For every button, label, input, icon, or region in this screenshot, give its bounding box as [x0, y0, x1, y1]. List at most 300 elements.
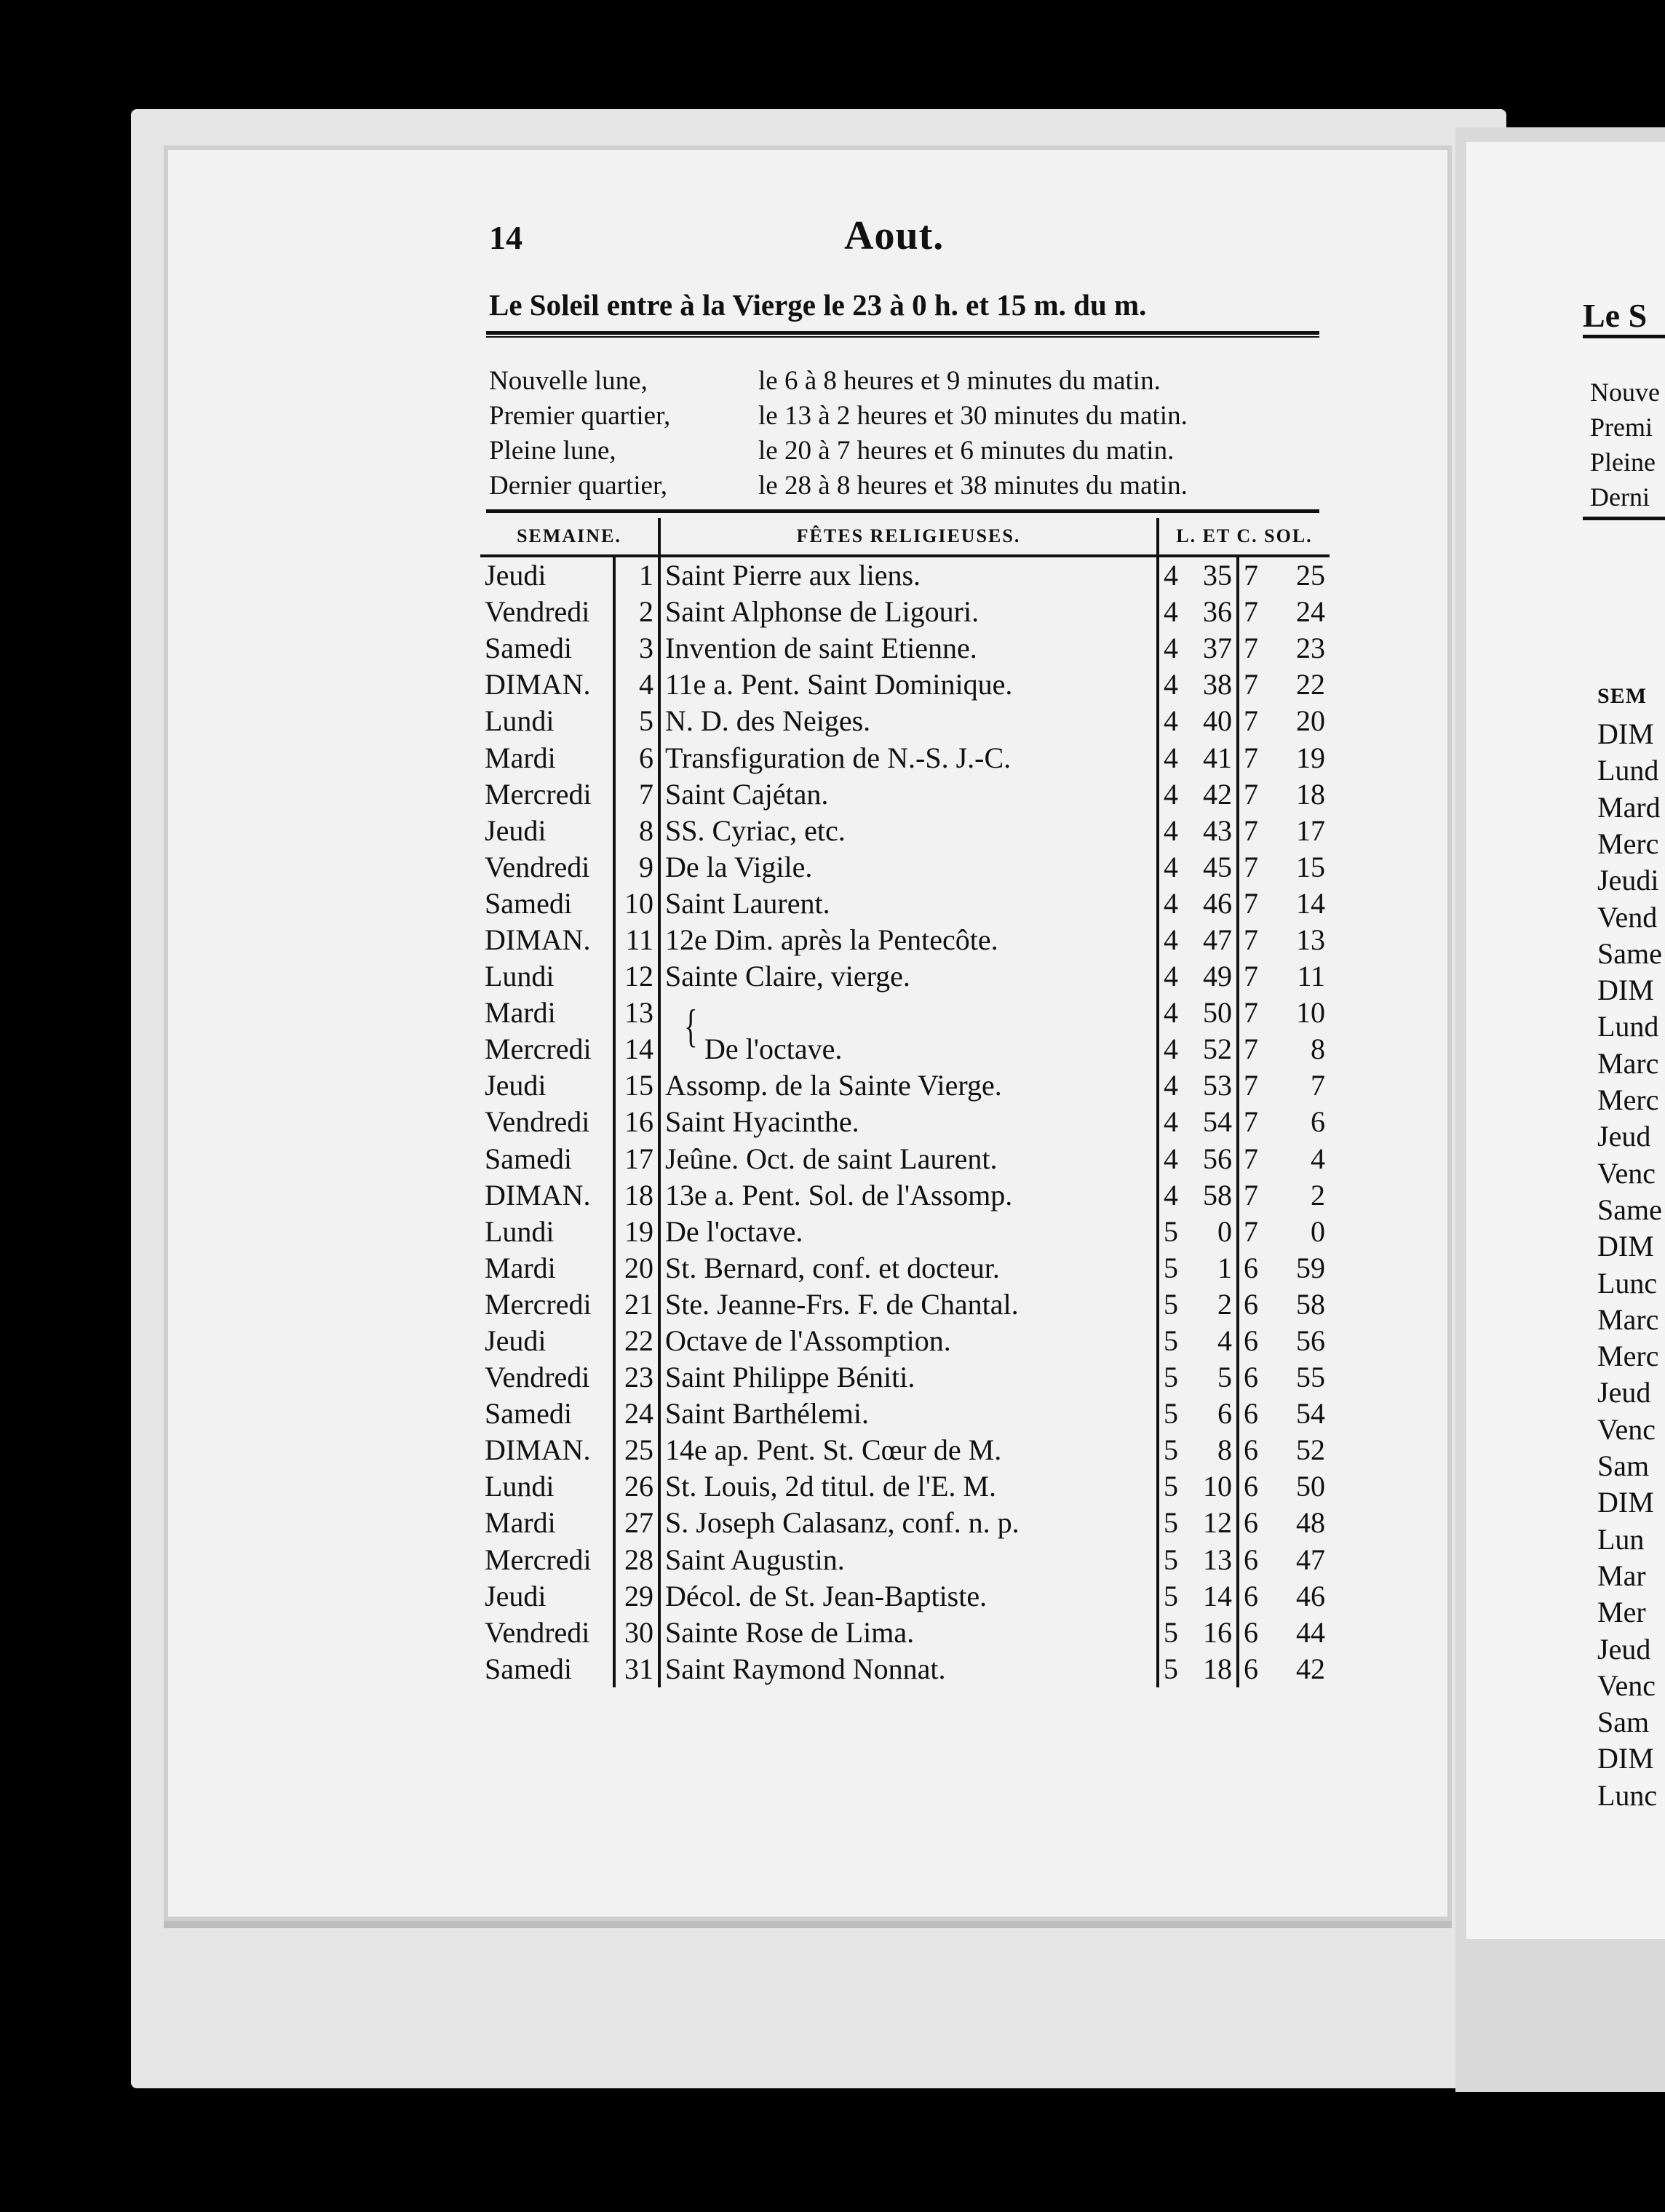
date-cell: 2	[614, 594, 659, 630]
table-row	[480, 886, 1330, 922]
table-row	[480, 1615, 1330, 1651]
sunrise-minute-cell: 38	[1203, 668, 1232, 701]
date-cell: 26	[614, 1468, 659, 1505]
feast-cell: De l'octave.	[665, 1214, 803, 1248]
right-day-label: Sam	[1597, 1449, 1650, 1482]
feast-cell: 11e a. Pent. Saint Dominique.	[665, 668, 1013, 701]
feast-cell: De l'octave.	[704, 1033, 843, 1066]
weekday-cell: DIMAN.	[485, 1178, 591, 1212]
sunrise-hour-cell: 4	[1158, 849, 1194, 886]
rule	[1583, 517, 1665, 520]
sunrise-hour-cell: 4	[1158, 594, 1194, 630]
weekday-cell: Mardi	[485, 1251, 556, 1284]
sunrise-minute-cell: 2	[1217, 1287, 1232, 1321]
sunset-hour-cell: 6	[1238, 1651, 1270, 1687]
weekday-cell: Lundi	[485, 1214, 555, 1248]
weekday-cell: Vendredi	[485, 850, 590, 883]
sunrise-minute-cell: 8	[1217, 1433, 1232, 1467]
date-cell: 24	[614, 1396, 659, 1432]
sunrise-minute-cell: 43	[1203, 813, 1232, 847]
feast-cell: Sainte Claire, vierge.	[665, 960, 910, 993]
table-row	[480, 849, 1330, 886]
date-cell: 4	[614, 667, 659, 703]
sunrise-minute-cell: 1	[1217, 1251, 1232, 1284]
table-row	[480, 630, 1330, 667]
sunrise-hour-cell: 4	[1158, 886, 1194, 922]
table-row	[480, 922, 1330, 958]
feast-cell: S. Joseph Calasanz, conf. n. p.	[665, 1506, 1020, 1540]
table-row	[480, 1141, 1330, 1177]
weekday-cell: Samedi	[485, 632, 572, 665]
page-edge	[164, 1921, 1452, 1928]
sunrise-minute-cell: 37	[1203, 632, 1232, 665]
column-header-lever-coucher: L. ET C. SOL.	[1158, 518, 1330, 556]
feast-cell: 12e Dim. après la Pentecôte.	[665, 923, 998, 956]
date-cell: 29	[614, 1578, 659, 1615]
table-row	[480, 1542, 1330, 1578]
sun-entry-line: Le Soleil entre à la Vierge le 23 à 0 h. et 15 m. du m.	[489, 288, 1147, 322]
sunset-minute-cell: 42	[1296, 1652, 1325, 1685]
weekday-cell: Vendredi	[485, 1615, 590, 1649]
feast-cell: Saint Laurent.	[665, 886, 830, 920]
sunrise-minute-cell: 40	[1203, 704, 1232, 738]
sunset-minute-cell: 23	[1296, 632, 1325, 665]
feast-cell: Assomp. de la Sainte Vierge.	[665, 1069, 1002, 1102]
sunrise-hour-cell: 4	[1158, 1141, 1194, 1177]
sunset-minute-cell: 7	[1311, 1069, 1325, 1102]
sunset-minute-cell: 44	[1296, 1615, 1325, 1649]
sunrise-hour-cell: 4	[1158, 630, 1194, 667]
sunset-hour-cell: 6	[1238, 1468, 1270, 1505]
right-day-label: Jeud	[1597, 1376, 1651, 1409]
sunset-hour-cell: 7	[1238, 739, 1270, 776]
sunset-minute-cell: 55	[1296, 1361, 1325, 1394]
sunset-hour-cell: 7	[1238, 556, 1270, 594]
date-cell: 12	[614, 958, 659, 995]
sunset-minute-cell: 6	[1311, 1105, 1325, 1139]
table-row	[480, 1104, 1330, 1140]
sunrise-minute-cell: 36	[1203, 595, 1232, 629]
right-day-label: Merc	[1597, 1340, 1659, 1373]
weekday-cell: Mercredi	[485, 777, 592, 811]
sunrise-minute-cell: 10	[1203, 1470, 1232, 1503]
moon-phase-row	[489, 469, 1188, 504]
weekday-cell: DIMAN.	[485, 923, 591, 956]
right-semaine-header: SEM	[1597, 684, 1648, 708]
sunset-minute-cell: 14	[1296, 886, 1325, 920]
right-day-label: Same	[1597, 936, 1662, 970]
feast-cell: SS. Cyriac, etc.	[665, 813, 846, 847]
right-day-label: Jeud	[1597, 1120, 1651, 1153]
table-row	[480, 776, 1330, 813]
right-day-label: Lun	[1597, 1522, 1645, 1556]
weekday-cell: Mercredi	[485, 1287, 592, 1321]
sunset-minute-cell: 17	[1296, 813, 1325, 847]
right-day-label: DIM	[1597, 1486, 1654, 1519]
date-cell: 23	[614, 1359, 659, 1396]
sunrise-hour-cell: 5	[1158, 1542, 1194, 1578]
date-cell: 21	[614, 1286, 659, 1323]
weekday-cell: Jeudi	[485, 1579, 547, 1612]
sunset-hour-cell: 6	[1238, 1250, 1270, 1286]
right-day-label: Mar	[1597, 1559, 1646, 1592]
right-day-label: Merc	[1597, 1083, 1659, 1116]
calendar-body	[480, 556, 1330, 1687]
date-cell: 9	[614, 849, 659, 886]
sunset-minute-cell: 10	[1296, 996, 1325, 1030]
feast-cell: Saint Barthélemi.	[665, 1397, 869, 1431]
date-cell: 25	[614, 1432, 659, 1468]
right-day-label: Venc	[1597, 1156, 1656, 1190]
sunset-minute-cell: 15	[1296, 850, 1325, 883]
date-cell: 6	[614, 739, 659, 776]
feast-cell: Décol. de St. Jean-Baptiste.	[665, 1579, 988, 1612]
feast-cell: St. Louis, 2d titul. de l'E. M.	[665, 1470, 996, 1503]
sunrise-minute-cell: 47	[1203, 923, 1232, 956]
sunrise-hour-cell: 4	[1158, 703, 1194, 739]
table-row	[480, 1214, 1330, 1250]
right-moon-label: Nouve	[1590, 378, 1660, 407]
sunrise-minute-cell: 52	[1203, 1033, 1232, 1066]
sunset-hour-cell: 7	[1238, 958, 1270, 995]
sunset-hour-cell: 7	[1238, 703, 1270, 739]
feast-cell: N. D. des Neiges.	[665, 704, 871, 738]
weekday-cell: Samedi	[485, 886, 572, 920]
sunrise-hour-cell: 5	[1158, 1323, 1194, 1359]
table-row	[480, 1505, 1330, 1541]
sunset-hour-cell: 7	[1238, 1177, 1270, 1214]
sunrise-hour-cell: 5	[1158, 1432, 1194, 1468]
feast-cell: Jeûne. Oct. de saint Laurent.	[665, 1142, 998, 1175]
sunset-minute-cell: 50	[1296, 1470, 1325, 1503]
table-row	[480, 1651, 1330, 1687]
sunrise-hour-cell: 4	[1158, 958, 1194, 995]
date-cell: 13	[614, 995, 659, 1031]
sunset-hour-cell: 7	[1238, 667, 1270, 703]
date-cell: 11	[614, 922, 659, 958]
right-day-label: Marc	[1597, 1302, 1659, 1336]
sunset-hour-cell: 7	[1238, 849, 1270, 886]
table-row	[480, 1323, 1330, 1359]
weekday-cell: Jeudi	[485, 1324, 547, 1358]
sunrise-hour-cell: 4	[1158, 1031, 1194, 1067]
table-row	[480, 813, 1330, 849]
sunset-hour-cell: 6	[1238, 1323, 1270, 1359]
sunset-hour-cell: 7	[1238, 594, 1270, 630]
sunset-hour-cell: 7	[1238, 1141, 1270, 1177]
sunset-hour-cell: 7	[1238, 813, 1270, 849]
feast-cell: 14e ap. Pent. St. Cœur de M.	[665, 1433, 1002, 1467]
sunrise-hour-cell: 5	[1158, 1651, 1194, 1687]
right-day-label: DIM	[1597, 1742, 1654, 1775]
right-day-label: DIM	[1597, 1230, 1654, 1263]
feast-cell: Saint Philippe Béniti.	[665, 1361, 915, 1394]
sunset-hour-cell: 6	[1238, 1505, 1270, 1541]
calendar-table	[480, 518, 1330, 1687]
right-day-label: Lund	[1597, 754, 1659, 787]
sunrise-hour-cell: 4	[1158, 739, 1194, 776]
feast-cell: St. Bernard, conf. et docteur.	[665, 1251, 1000, 1284]
sunset-minute-cell: 52	[1296, 1433, 1325, 1467]
right-day-label: Vend	[1597, 900, 1658, 934]
sunset-minute-cell: 13	[1296, 923, 1325, 956]
weekday-cell: Mardi	[485, 741, 556, 774]
weekday-cell: Mardi	[485, 996, 556, 1030]
sunrise-minute-cell: 0	[1217, 1214, 1232, 1248]
table-row	[480, 1359, 1330, 1396]
sunset-minute-cell: 58	[1296, 1287, 1325, 1321]
sunset-hour-cell: 6	[1238, 1542, 1270, 1578]
right-day-label: DIM	[1597, 974, 1654, 1007]
right-day-label: Marc	[1597, 1046, 1659, 1080]
date-cell: 3	[614, 630, 659, 667]
feast-cell: Transfiguration de N.-S. J.-C.	[665, 741, 1012, 774]
sunrise-hour-cell: 4	[1158, 1104, 1194, 1140]
moon-phase-row	[489, 399, 1188, 434]
sunset-hour-cell: 6	[1238, 1396, 1270, 1432]
sunrise-hour-cell: 4	[1158, 1067, 1194, 1104]
weekday-cell: DIMAN.	[485, 668, 591, 701]
sunset-minute-cell: 0	[1311, 1214, 1325, 1248]
rule	[486, 509, 1319, 513]
sunset-hour-cell: 7	[1238, 630, 1270, 667]
feast-cell: 13e a. Pent. Sol. de l'Assomp.	[665, 1178, 1013, 1212]
right-day-label: Lunc	[1597, 1778, 1658, 1812]
sunset-hour-cell: 7	[1238, 1067, 1270, 1104]
weekday-cell: Lundi	[485, 1470, 555, 1503]
date-cell: 28	[614, 1542, 659, 1578]
sunrise-hour-cell: 4	[1158, 556, 1194, 594]
table-row	[480, 1177, 1330, 1214]
date-cell: 31	[614, 1651, 659, 1687]
table-row	[480, 1432, 1330, 1468]
weekday-cell: Mercredi	[485, 1543, 592, 1576]
sunrise-minute-cell: 5	[1217, 1361, 1232, 1394]
date-cell: 1	[614, 556, 659, 594]
sunrise-hour-cell: 5	[1158, 1214, 1194, 1250]
date-cell: 19	[614, 1214, 659, 1250]
sunset-minute-cell: 22	[1296, 668, 1325, 701]
right-day-label: Mard	[1597, 790, 1661, 824]
sunrise-minute-cell: 4	[1217, 1324, 1232, 1358]
sunset-minute-cell: 56	[1296, 1324, 1325, 1358]
weekday-cell: Jeudi	[485, 1069, 547, 1102]
sunrise-minute-cell: 50	[1203, 996, 1232, 1030]
feast-cell: Saint Hyacinthe.	[665, 1105, 859, 1139]
sunrise-minute-cell: 54	[1203, 1105, 1232, 1139]
right-day-label: Venc	[1597, 1668, 1656, 1702]
table-row	[480, 1067, 1330, 1104]
date-cell: 16	[614, 1104, 659, 1140]
date-cell: 27	[614, 1505, 659, 1541]
right-day-label: Mer	[1597, 1596, 1646, 1629]
right-day-label: Same	[1597, 1193, 1662, 1226]
sunrise-minute-cell: 58	[1203, 1178, 1232, 1212]
sunset-minute-cell: 25	[1296, 559, 1325, 592]
sunset-minute-cell: 20	[1296, 704, 1325, 738]
weekday-cell: Jeudi	[485, 813, 547, 847]
feast-cell: Sainte Rose de Lima.	[665, 1615, 915, 1649]
right-day-label: Lunc	[1597, 1266, 1658, 1300]
sunrise-hour-cell: 5	[1158, 1396, 1194, 1432]
date-cell: 8	[614, 813, 659, 849]
sunrise-hour-cell: 5	[1158, 1468, 1194, 1505]
moon-phase-text: le 20 à 7 heures et 6 minutes du matin.	[758, 436, 1175, 466]
date-cell: 17	[614, 1141, 659, 1177]
right-day-label: DIM	[1597, 717, 1654, 750]
feast-cell: Saint Cajétan.	[665, 777, 829, 811]
sunrise-minute-cell: 45	[1203, 850, 1232, 883]
table-row	[480, 556, 1330, 594]
right-day-label: Venc	[1597, 1412, 1656, 1446]
rule	[1583, 335, 1665, 338]
feast-cell: Octave de l'Assomption.	[665, 1324, 951, 1358]
sunrise-minute-cell: 41	[1203, 741, 1232, 774]
feast-cell: Saint Augustin.	[665, 1543, 845, 1576]
table-row	[480, 1468, 1330, 1505]
sunrise-hour-cell: 4	[1158, 776, 1194, 813]
sunset-minute-cell: 2	[1311, 1178, 1325, 1212]
weekday-cell: Jeudi	[485, 559, 547, 592]
weekday-cell: DIMAN.	[485, 1433, 591, 1467]
sunset-minute-cell: 4	[1311, 1142, 1325, 1175]
sunrise-hour-cell: 5	[1158, 1250, 1194, 1286]
moon-phase-label: Nouvelle lune,	[489, 366, 648, 396]
sunset-hour-cell: 7	[1238, 922, 1270, 958]
date-cell: 10	[614, 886, 659, 922]
weekday-cell: Vendredi	[485, 595, 590, 629]
moon-phases	[489, 364, 1188, 504]
sunrise-minute-cell: 12	[1203, 1506, 1232, 1540]
table-row	[480, 958, 1330, 995]
sunrise-hour-cell: 5	[1158, 1359, 1194, 1396]
sunset-minute-cell: 24	[1296, 595, 1325, 629]
feast-cell: Saint Pierre aux liens.	[665, 559, 921, 592]
date-cell: 14	[614, 1031, 659, 1067]
weekday-cell: Lundi	[485, 960, 555, 993]
sunset-minute-cell: 47	[1296, 1543, 1325, 1576]
sunset-hour-cell: 6	[1238, 1432, 1270, 1468]
right-day-label: Jeudi	[1597, 864, 1659, 897]
feast-cell: Ste. Jeanne-Frs. F. de Chantal.	[665, 1287, 1019, 1321]
right-day-label: Jeud	[1597, 1632, 1651, 1666]
sunset-minute-cell: 18	[1296, 777, 1325, 811]
sunrise-hour-cell: 5	[1158, 1286, 1194, 1323]
moon-phase-text: le 6 à 8 heures et 9 minutes du matin.	[758, 366, 1161, 396]
moon-phase-label: Premier quartier,	[489, 401, 671, 431]
weekday-cell: Samedi	[485, 1142, 572, 1175]
sunrise-minute-cell: 18	[1203, 1652, 1232, 1685]
weekday-cell: Samedi	[485, 1397, 572, 1431]
table-row	[480, 739, 1330, 776]
sunset-hour-cell: 7	[1238, 886, 1270, 922]
date-cell: 18	[614, 1177, 659, 1214]
moon-phase-label: Dernier quartier,	[489, 471, 668, 501]
weekday-cell: Vendredi	[485, 1361, 590, 1394]
page-number: 14	[489, 219, 522, 256]
right-page	[1466, 142, 1665, 1939]
sunrise-minute-cell: 56	[1203, 1142, 1232, 1175]
sunset-hour-cell: 6	[1238, 1359, 1270, 1396]
sunset-hour-cell: 7	[1238, 995, 1270, 1031]
sunset-minute-cell: 48	[1296, 1506, 1325, 1540]
sunset-minute-cell: 8	[1311, 1033, 1325, 1066]
sunset-minute-cell: 54	[1296, 1397, 1325, 1431]
date-cell: 7	[614, 776, 659, 813]
moon-phase-row	[489, 364, 1188, 399]
right-moon-label: Premi	[1590, 413, 1653, 442]
sunrise-hour-cell: 5	[1158, 1578, 1194, 1615]
sunrise-hour-cell: 5	[1158, 1505, 1194, 1541]
table-row	[480, 594, 1330, 630]
sunset-hour-cell: 6	[1238, 1578, 1270, 1615]
sunrise-hour-cell: 4	[1158, 813, 1194, 849]
sunset-hour-cell: 7	[1238, 1214, 1270, 1250]
sunset-hour-cell: 7	[1238, 1104, 1270, 1140]
sunrise-minute-cell: 13	[1203, 1543, 1232, 1576]
sunset-minute-cell: 11	[1297, 960, 1325, 993]
date-cell: 22	[614, 1323, 659, 1359]
right-moon-label: Derni	[1590, 482, 1650, 512]
table-row	[480, 1578, 1330, 1615]
weekday-cell: Mardi	[485, 1506, 556, 1540]
right-day-label: Lund	[1597, 1010, 1659, 1043]
date-cell: 20	[614, 1250, 659, 1286]
table-row	[480, 995, 1330, 1031]
brace-icon: {	[684, 1000, 698, 1051]
table-row	[480, 1031, 1330, 1067]
sunrise-hour-cell: 4	[1158, 995, 1194, 1031]
sunrise-minute-cell: 16	[1203, 1615, 1232, 1649]
date-cell: 30	[614, 1615, 659, 1651]
sunrise-hour-cell: 5	[1158, 1615, 1194, 1651]
sunset-hour-cell: 6	[1238, 1286, 1270, 1323]
table-row	[480, 703, 1330, 739]
sunset-minute-cell: 46	[1296, 1579, 1325, 1612]
feast-cell: De la Vigile.	[665, 850, 813, 883]
sunrise-minute-cell: 35	[1203, 559, 1232, 592]
sunrise-hour-cell: 4	[1158, 667, 1194, 703]
table-row	[480, 1286, 1330, 1323]
feast-cell	[659, 995, 1158, 1031]
table-row	[480, 1396, 1330, 1432]
sunset-minute-cell: 59	[1296, 1251, 1325, 1284]
moon-phase-text: le 13 à 2 heures et 30 minutes du matin.	[758, 401, 1188, 431]
right-moon-label: Pleine	[1590, 447, 1656, 477]
right-day-label: Sam	[1597, 1706, 1650, 1739]
rule	[486, 331, 1319, 335]
table-header-row	[480, 518, 1330, 556]
moon-phase-row	[489, 434, 1188, 469]
sunset-hour-cell: 6	[1238, 1615, 1270, 1651]
weekday-cell: Vendredi	[485, 1105, 590, 1139]
weekday-cell: Lundi	[485, 704, 555, 738]
date-cell: 15	[614, 1067, 659, 1104]
page-title: Aout.	[844, 213, 945, 258]
sunrise-hour-cell: 4	[1158, 1177, 1194, 1214]
feast-cell: Saint Alphonse de Ligouri.	[665, 595, 979, 629]
sunset-hour-cell: 7	[1238, 1031, 1270, 1067]
right-day-label: Merc	[1597, 827, 1659, 860]
sunrise-minute-cell: 14	[1203, 1579, 1232, 1612]
sunrise-minute-cell: 49	[1203, 960, 1232, 993]
feast-cell: Invention de saint Etienne.	[665, 632, 977, 665]
column-header-fetes: FÊTES RELIGIEUSES.	[659, 518, 1158, 556]
sunset-minute-cell: 19	[1296, 741, 1325, 774]
date-cell: 5	[614, 703, 659, 739]
sunrise-minute-cell: 46	[1203, 886, 1232, 920]
sunset-hour-cell: 7	[1238, 776, 1270, 813]
